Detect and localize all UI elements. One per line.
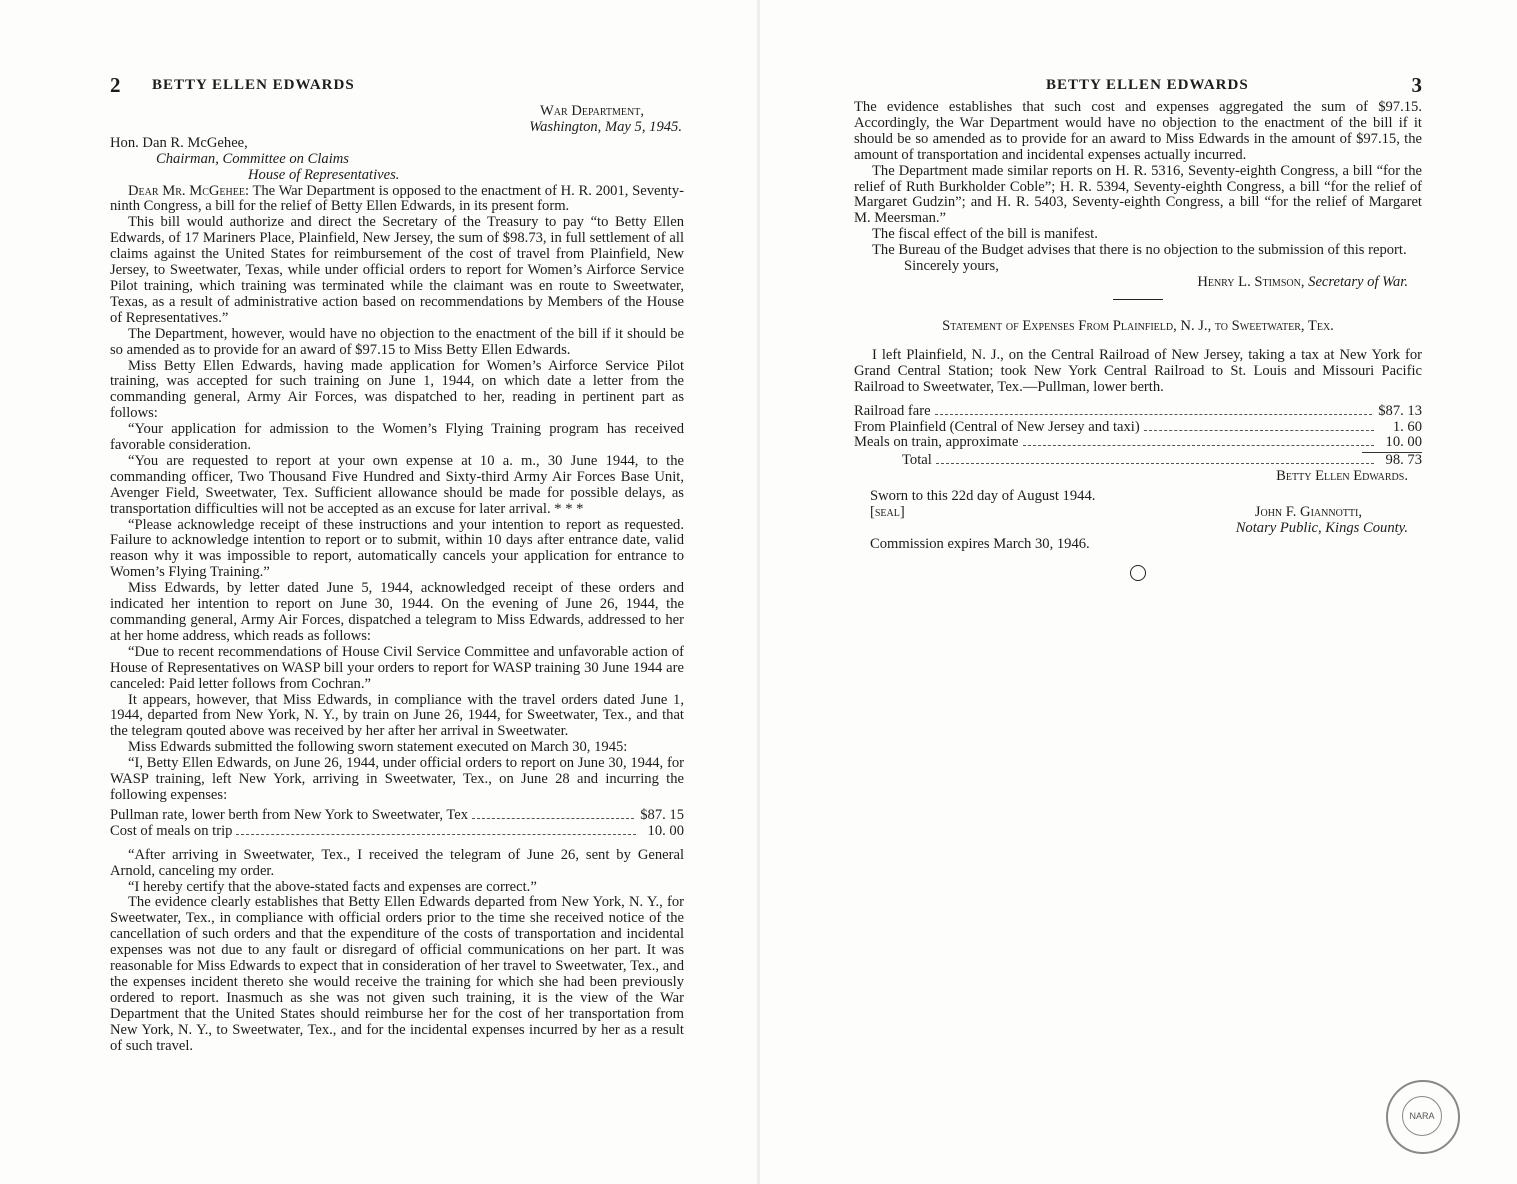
- quoted-paragraph: “You are requested to report at your own expense at 10 a. m., 30 June 1944, to the commanding officer, Two Thousand Five Hundred and Sixty-third Army Air Forces Base Unit, Avenger Field, Sweetwater, Tex. Sufficient allowance should be made for possible delays, as transportation difficulties will not be accepted as an excuse for later arrival. * * *: [110, 452, 684, 517]
- left-page-number: 2: [110, 73, 121, 97]
- body-paragraph: The evidence establishes that such cost and expenses aggregated the sum of $97.15. Accordingly, the War Department would have no objection to the enactment of the bill if it should be so amended as to provide for an award to Miss Edwards in the amount of $97.15, the amount of transportation and incidental expenses actually incurred.: [854, 99, 1422, 163]
- left-running-title: BETTY ELLEN EDWARDS: [152, 77, 355, 93]
- body-paragraph: Miss Edwards submitted the following sworn statement executed on March 30, 1945:: [128, 739, 628, 756]
- right-column: [854, 73, 1422, 581]
- address-line-1: Hon. Dan R. McGehee,: [110, 134, 248, 151]
- archive-stamp-icon: [1386, 1080, 1460, 1154]
- total-row: Total 98. 73: [902, 452, 1422, 469]
- body-paragraph: This bill would authorize and direct the Secretary of the Treasury to pay “to Betty Ellen Edwards, of 17 Mariners Place, Plainfield, New Jersey, the sum of $98.73, in full settlement of all claims against the United States for reimbursement of the cost of travel from Plainfield, New Jersey, to Sweetwater, Texas, while under official orders to report for Women’s Airforce Service Pilot training, which training was terminated while the claimant was en route to Sweetwater, Texas, as a result of administrative action based on recommendations by Members of the House of Representatives.”: [110, 214, 684, 326]
- expense-row: From Plainfield (Central of New Jersey and taxi) 1. 60: [854, 418, 1422, 435]
- right-running-header: [854, 73, 1422, 100]
- body-paragraph: The fiscal effect of the bill is manifest.: [872, 226, 1098, 243]
- address-line-2: Chairman, Committee on Claims: [156, 150, 349, 167]
- right-page: [760, 0, 1517, 1184]
- body-paragraph: The Department made similar reports on H. R. 5316, Seventy-eighth Congress, a bill “for the relief of Ruth Burkholder Coble”; H. R. 5394, Seventy-eighth Congress, a bill “for the relief of Margaret Gudzin”; and H. R. 5403, Seventy-eighth Congress, a bill “for the relief of Margaret M. Meersman.”: [854, 162, 1422, 227]
- expense-row: Railroad fare $87. 13: [854, 402, 1422, 419]
- certification: “I hereby certify that the above-stated facts and expenses are correct.”: [128, 878, 537, 895]
- salutation: Dear Mr. McGehee:: [128, 182, 250, 199]
- claimant-signature: Betty Ellen Edwards.: [1276, 468, 1408, 485]
- quoted-paragraph: “Please acknowledge receipt of these instructions and your intention to report as requested. Failure to acknowledge intention to report or to submit, within 10 days after entrance date, valid reason why it was impossible to report, automatically cancels your application for entrance to Women’s Flying Training.”: [110, 516, 684, 581]
- body-paragraph: It appears, however, that Miss Edwards, in compliance with the travel orders dated June 1, 1944, departed from New York, N. Y., by train on June 26, 1944, for Sweetwater, Tex., and that the telegram qouted above was received by her after her arrival in Sweetwater.: [110, 691, 684, 740]
- body-paragraph: The evidence clearly establishes that Betty Ellen Edwards departed from New York, N. Y., for Sweetwater, Tex., in compliance with official orders prior to the time she received notice of the cancellation of such orders and that the expenditure of the costs of transportation and incidental expenses was not due to any fault or disregard of official communications on her part. It was reasonable for Miss Edwards to expect that in consideration of her travel to Sweetwater, Tex., and the expenses incident thereto she would receive the training for which she had been previously ordered to report. Inasmuch as she was not given such training, it is the view of the War Department that the United States should reimburse her for the cost of her transportation from New York, N. Y., to Sweetwater, Tex., and for the incidental expenses incurred by her as a result of such travel.: [110, 894, 684, 1054]
- address-line-3: House of Representatives.: [248, 166, 400, 183]
- seal-label: [seal]: [870, 504, 905, 521]
- statement-heading: Statement of Expenses From Plainfield, N. J., to Sweetwater, Tex.: [942, 317, 1334, 334]
- letterhead: War Department,: [540, 103, 644, 119]
- notary-name: John F. Giannotti,: [1254, 504, 1362, 521]
- expense-row: Cost of meals on trip 10. 00: [110, 822, 684, 839]
- expense-row: Pullman rate, lower berth from New York to Sweetwater, Tex $87. 15: [110, 806, 684, 823]
- end-mark-icon: [1130, 565, 1146, 581]
- expense-row: Meals on train, approximate 10. 00: [854, 434, 1422, 451]
- left-running-header: [110, 73, 684, 100]
- body-paragraph: Miss Betty Ellen Edwards, having made application for Women’s Airforce Service Pilot training, was accepted for such training on June 1, 1944, on which date a letter from the commanding general, Army Air Forces, was dispatched to her, reading in pertinent part as follows:: [110, 357, 684, 422]
- right-running-title: BETTY ELLEN EDWARDS: [1046, 77, 1249, 93]
- sworn-row: Sworn to this 22d day of August 1944.: [870, 488, 1096, 505]
- stamp-label: NARA: [1402, 1096, 1442, 1136]
- left-page: [0, 0, 758, 1184]
- body-paragraph: The Bureau of the Budget advises that there is no objection to the submission of this report.: [872, 242, 1407, 259]
- quoted-paragraph: “Your application for admission to the Women’s Flying Training program has received favorable consideration.: [110, 421, 684, 454]
- seal-row: [854, 505, 1422, 521]
- sworn-statement: “I, Betty Ellen Edwards, on June 26, 1944, under official orders to report on June 30, 1944, for WASP training, left New York, arriving in Sweetwater, Tex., on June 28 and incurring the following expenses:: [110, 755, 684, 803]
- left-column: [110, 73, 684, 1054]
- notary-title: Notary Public, Kings County.: [1235, 519, 1408, 536]
- signature: Henry L. Stimson, Secretary of War.: [1197, 273, 1408, 290]
- section-rule: [1113, 299, 1163, 300]
- body-paragraph: Miss Edwards, by letter dated June 5, 1944, acknowledged receipt of these orders and indicated her intention to report on June 30, 1944. On the evening of June 26, 1944, the commanding general, Army Air Forces, dispatched a telegram to Miss Edwards, addressed to her at her home address, which reads as follows:: [110, 580, 684, 644]
- dateline: Washington, May 5, 1945.: [529, 118, 682, 135]
- body-paragraph: Dear Mr. McGehee: The War Department is opposed to the enactment of H. R. 2001, Seventy-ninth Congress, a bill for the relief of Betty Ellen Edwards, in its present form.: [110, 182, 684, 215]
- statement-text: I left Plainfield, N. J., on the Central Railroad of New Jersey, taking a tax at New York for Grand Central Station; took New York Central Railroad to St. Louis and Missouri Pacific Railroad to Sweetwater, Tex.—Pullman, lower berth.: [854, 346, 1422, 395]
- commission-expiry: Commission expires March 30, 1946.: [870, 535, 1090, 552]
- right-page-number: 3: [1411, 73, 1422, 97]
- telegram-quote: “Due to recent recommendations of House Civil Service Committee and unfavorable action of House of Representatives on WASP bill your orders to report for WASP training 30 June 1944 are canceled: Paid letter follows from Cochran.”: [110, 643, 684, 692]
- closing: Sincerely yours,: [904, 258, 999, 275]
- body-paragraph: The Department, however, would have no objection to the enactment of the bill if it should be so amended as to provide for an award of $97.15 to Miss Betty Ellen Edwards.: [110, 325, 684, 358]
- sworn-statement: “After arriving in Sweetwater, Tex., I received the telegram of June 26, sent by General Arnold, canceling my order.: [110, 846, 684, 879]
